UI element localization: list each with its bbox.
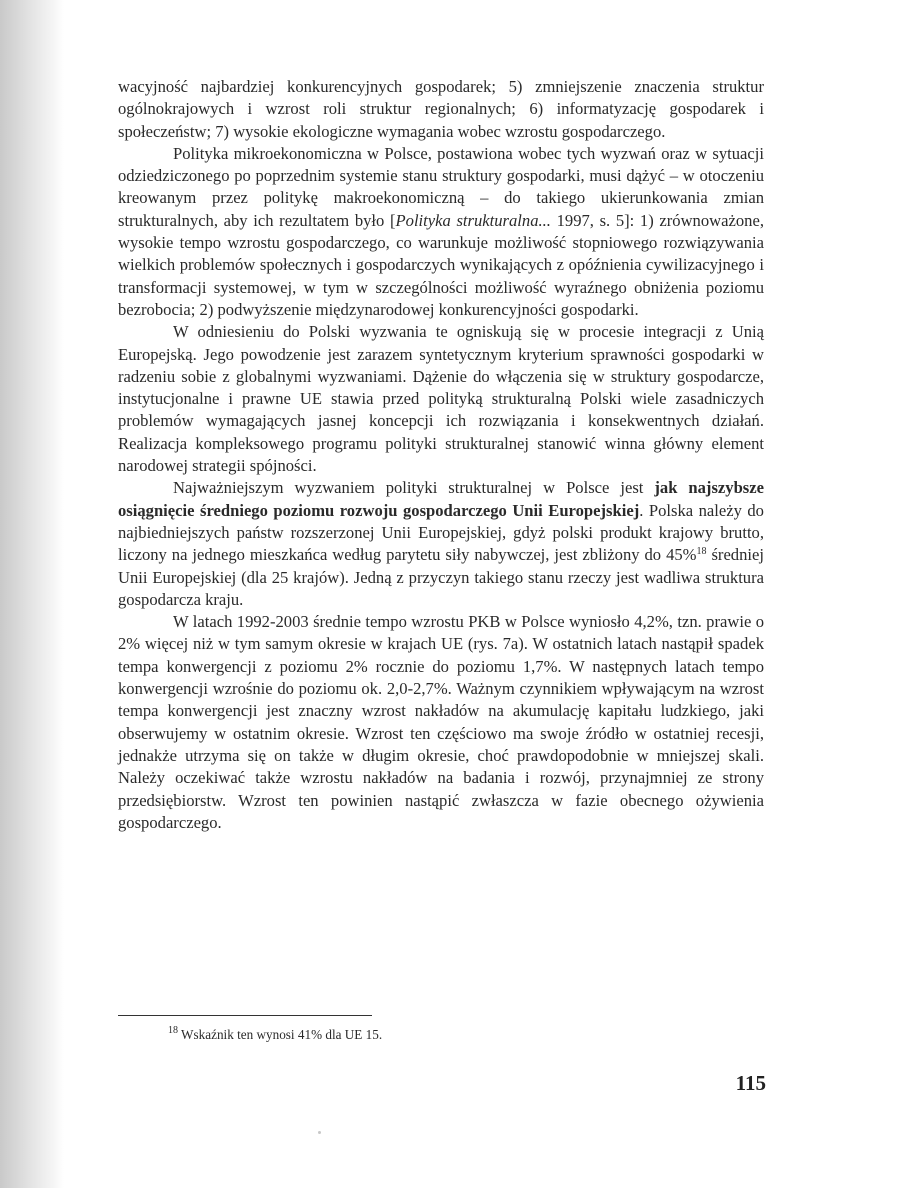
paragraph-5: W latach 1992-2003 średnie tempo wzrostu PKB w Polsce wyniosło 4,2%, tzn. prawie o 2% więcej niż w tym samym okresie w krajach UE (rys. 7a). W ostatnich latach nastąpił spadek tempa konwergencji z poziomu 2% rocznie do poziomu 1,7%. W następnych latach tempo konwergencji wzrośnie do poziomu ok. 2,0-2,7%. Ważnym czynnikiem wpływającym na wzrost tempa konwergencji jest znaczny wzrost nakładów na akumulację kapitału ludzkiego, jaki obserwujemy w ostatnim okresie. Wzrost ten częściowo ma swoje źródło w ostatniej recesji, jednakże utrzyma się on także w długim okresie, choć prawdopodobnie w mniejszej skali. Należy oczekiwać także wzrostu nakładów na badania i rozwój, przynajmniej ze strony przedsiębiorstw. Wzrost ten powinien nastąpić zwłaszcza w fazie obecnego ożywienia gospodarczego. (118, 612, 764, 832)
paragraph-4-emphasis: jak najszybsze osiągnięcie średniego poziomu rozwoju gospodarczego Unii Europejskiej (118, 478, 764, 520)
footnote-number: 18 (168, 1025, 178, 1036)
paragraph-4-tail: średniej Unii Europejskiej (dla 25 krajów). Jedną z przyczyn takiego stanu rzeczy jest wadliwa struktura gospodarcza kraju. (118, 545, 764, 609)
paragraph-3: W odniesieniu do Polski wyzwania te ogniskują się w procesie integracji z Unią Europejską. Jego powodzenie jest zarazem syntetycznym kryterium sprawności gospodarki w radzeniu sobie z globalnymi wyzwaniami. Dążenie do włączenia się w struktury gospodarcze, instytucjonalne i prawne UE stawia przed polityką strukturalną Polski wiele zasadniczych problemów wymagających jasnej koncepcji ich rozwiązania i konsekwentnych działań. Realizacja kompleksowego programu polityki strukturalnej stanowić winna główny element narodowej strategii spójności. (118, 322, 764, 476)
scan-speck (318, 1131, 321, 1134)
paragraph-4-middle: . Polska należy do najbiedniejszych państw rozszerzonej Unii Europejskiej, gdyż polski produkt krajowy brutto, liczony na jednego mieszkańca według parytetu siły nabywczej, jest zbliżony do 45% (118, 500, 764, 565)
paragraph-4-lead: Najważniejszym wyzwaniem polityki strukturalnej w Polsce jest (173, 478, 655, 498)
book-spine-shadow (0, 0, 64, 1188)
footnote-text: Wskaźnik ten wynosi 41% dla UE 15. (178, 1027, 383, 1042)
paragraph-2-text-b: 1997, s. 5]: 1) zrównoważone, wysokie tempo wzrostu gospodarczego, co warunkuje możliwość stopniowego rozwiązywania wielkich problemów społecznych i gospodarczych wynikających z opóźnienia cywilizacyjnego i transformacji systemowej, w tym w szczególności możliwość wyraźnego obniżenia poziomu bezrobocia; 2) podwyższenie międzynarodowej konkurencyjności gospodarki. (118, 210, 764, 319)
footnote-divider (118, 1015, 372, 1016)
footnote-reference: 18 (696, 546, 707, 558)
paragraph-2 (118, 143, 764, 321)
page-body (118, 76, 764, 834)
page-number: 115 (735, 1071, 766, 1095)
paragraph-1: wacyjność najbardziej konkurencyjnych gospodarek; 5) zmniejszenie znaczenia struktur ogólnokrajowych i wzrost roli struktur regionalnych; 6) informatyzację gospodarek i społeczeństw; 7) wysokie ekologiczne wymagania wobec wzrostu gospodarczego. (118, 77, 764, 141)
paragraph-2-text-a: Polityka mikroekonomiczna w Polsce, postawiona wobec tych wyzwań oraz w sytuacji odziedziczonego po poprzednim systemie stanu struktury gospodarki, musi dążyć – w otoczeniu kreowanym przez politykę makroekonomiczną – do takiego ukierunkowania zmian strukturalnych, aby ich rezultatem było [ (118, 143, 764, 230)
citation-title: Polityka strukturalna... (395, 210, 551, 230)
paragraph-4 (118, 477, 764, 611)
footnote (168, 1027, 382, 1043)
